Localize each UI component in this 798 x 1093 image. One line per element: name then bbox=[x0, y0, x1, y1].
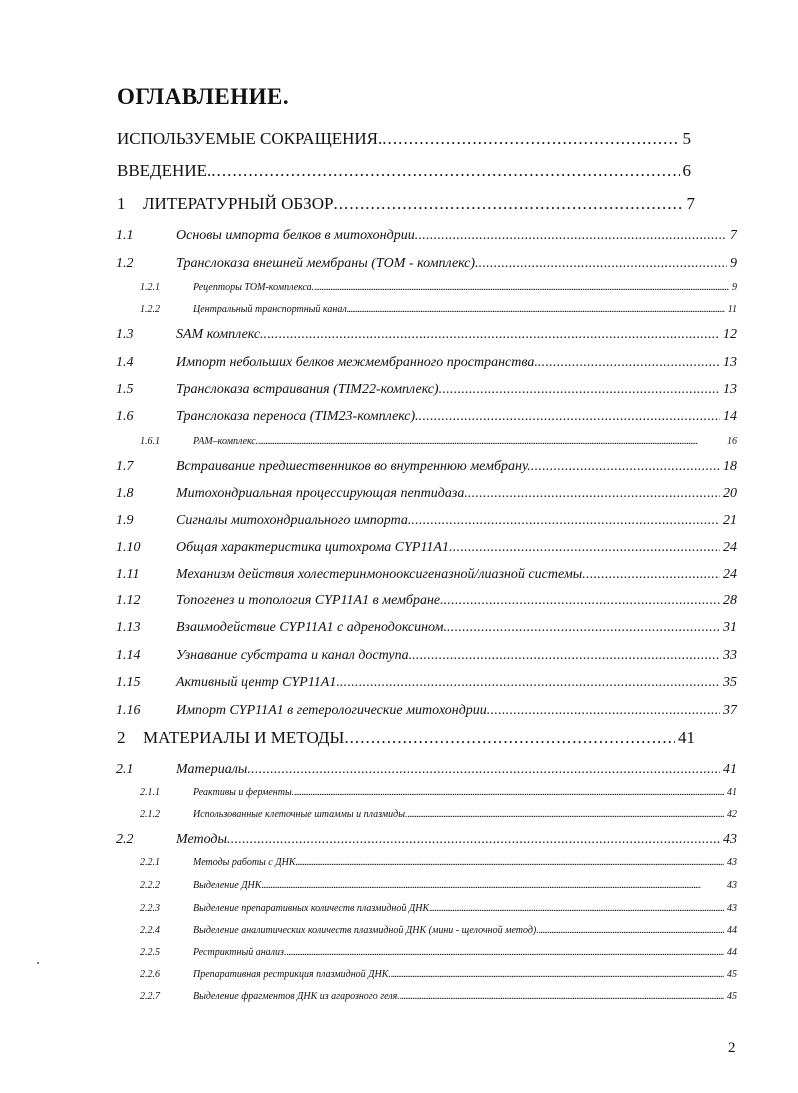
dot-leader bbox=[449, 540, 720, 556]
toc-entry-page: 6 bbox=[682, 161, 691, 180]
toc-entry-page: 9 bbox=[732, 282, 737, 293]
toc-entry-label: Топогенез и топология CYP11A1 в мембране. bbox=[176, 593, 444, 608]
toc-entry-number: 1.2.1 bbox=[140, 282, 160, 293]
dot-leader bbox=[447, 620, 720, 636]
toc-entry-label: Выделение фрагментов ДНК из агарозного геля. bbox=[193, 991, 400, 1002]
dot-leader bbox=[407, 809, 724, 820]
scan-speck bbox=[37, 962, 39, 964]
toc-entry-page: 13 bbox=[723, 382, 737, 397]
toc-entry-page: 42 bbox=[727, 809, 737, 820]
dot-leader bbox=[258, 436, 724, 447]
toc-entry-page: 45 bbox=[727, 991, 737, 1002]
toc-entry-label: Основы импорта белков в митохондрии bbox=[176, 228, 415, 243]
dot-leader bbox=[344, 728, 675, 748]
toc-entry-number: 1.11 bbox=[116, 567, 140, 582]
dot-leader bbox=[538, 355, 720, 371]
toc-entry-label: SAM комплекс. bbox=[176, 327, 264, 342]
toc-entry-label: Сигналы митохондриального импорта. bbox=[176, 513, 412, 528]
toc-entry-number: 2.2 bbox=[116, 832, 134, 847]
toc-entry-label: Использованные клеточные штаммы и плазмиды. bbox=[193, 809, 408, 820]
dot-leader bbox=[444, 593, 720, 609]
dot-leader bbox=[391, 969, 724, 980]
toc-entry-page: 43 bbox=[727, 903, 737, 914]
dot-leader bbox=[286, 947, 724, 958]
dot-leader bbox=[439, 382, 720, 398]
dot-leader bbox=[415, 228, 727, 244]
toc-entry-number: 2.2.6 bbox=[140, 969, 160, 980]
toc-entry-number: 1.2.2 bbox=[140, 304, 160, 315]
toc-entry-number: 1.8 bbox=[116, 486, 134, 501]
dot-leader bbox=[539, 925, 724, 936]
toc-entry-page: 35 bbox=[723, 675, 737, 690]
dot-leader bbox=[479, 256, 727, 272]
toc-entry-introduction[interactable] bbox=[117, 161, 691, 181]
toc-chapter-1[interactable] bbox=[117, 194, 695, 214]
toc-chapter-page: 7 bbox=[686, 194, 695, 213]
toc-entry-2-2-6[interactable] bbox=[140, 969, 737, 980]
toc-entry-number: 1.3 bbox=[116, 327, 134, 342]
toc-entry-page: 37 bbox=[723, 703, 737, 718]
dot-leader bbox=[531, 459, 720, 475]
toc-chapter-number: 2 bbox=[117, 728, 126, 747]
toc-entry-1-7[interactable] bbox=[116, 459, 737, 475]
page-title: ОГЛАВЛЕНИЕ. bbox=[117, 84, 290, 109]
toc-entry-label: Рестриктный анализ. bbox=[193, 947, 287, 958]
toc-entry-page: 28 bbox=[723, 593, 737, 608]
toc-entry-number: 1.1 bbox=[116, 228, 134, 243]
dot-leader bbox=[400, 991, 724, 1002]
toc-entry-number: 2.2.3 bbox=[140, 903, 160, 914]
dot-leader bbox=[333, 194, 683, 214]
toc-entry-number: 1.15 bbox=[116, 675, 141, 690]
toc-entry-page: 16 bbox=[727, 436, 737, 447]
toc-entry-page: 14 bbox=[723, 409, 737, 424]
toc-entry-number: 2.2.1 bbox=[140, 857, 160, 868]
dot-leader bbox=[211, 161, 679, 181]
toc-entry-number: 2.1 bbox=[116, 762, 134, 777]
toc-entry-page: 41 bbox=[723, 762, 737, 777]
dot-leader bbox=[487, 703, 720, 719]
toc-entry-label: Методы работы с ДНК bbox=[193, 857, 296, 868]
dot-leader bbox=[294, 787, 724, 798]
toc-entry-number: 1.2 bbox=[116, 256, 134, 271]
toc-entry-2-2-2[interactable] bbox=[140, 880, 737, 891]
dot-leader bbox=[411, 513, 720, 529]
toc-entry-label: Препаративная рестрикция плазмидной ДНК. bbox=[193, 969, 391, 980]
toc-entry-page: 43 bbox=[727, 857, 737, 868]
toc-entry-2-1-2[interactable] bbox=[140, 809, 737, 820]
toc-entry-label: Транслоказа встраивания (ТIM22-комплекс) bbox=[176, 382, 439, 397]
toc-entry-page: 43 bbox=[727, 880, 737, 891]
toc-entry-1-4[interactable] bbox=[116, 355, 737, 371]
toc-entry-label: ИСПОЛЬЗУЕМЫЕ СОКРАЩЕНИЯ. bbox=[117, 129, 383, 148]
toc-entry-label: Реактивы и ферменты. bbox=[193, 787, 295, 798]
dot-leader bbox=[264, 327, 720, 343]
toc-entry-page: 20 bbox=[723, 486, 737, 501]
toc-entry-number: 1.9 bbox=[116, 513, 134, 528]
toc-entry-label: РАМ–комплекс. bbox=[193, 436, 259, 447]
toc-entry-page: 43 bbox=[723, 832, 737, 847]
toc-entry-page: 9 bbox=[730, 256, 737, 271]
toc-entry-1-10[interactable] bbox=[116, 540, 737, 556]
toc-entry-label: Общая характеристика цитохрома CYP11A1 bbox=[176, 540, 449, 555]
toc-entry-number: 1.6 bbox=[116, 409, 134, 424]
toc-entry-page: 41 bbox=[727, 787, 737, 798]
toc-chapter-label: ЛИТЕРАТУРНЫЙ ОБЗОР bbox=[143, 194, 334, 213]
toc-entry-label: Узнавание субстрата и канал доступа. bbox=[176, 648, 413, 663]
toc-entry-label: Выделение препаративных количеств плазмидной ДНК bbox=[193, 903, 430, 914]
toc-entry-number: 2.2.4 bbox=[140, 925, 160, 936]
toc-entry-page: 5 bbox=[682, 129, 691, 148]
toc-entry-page: 11 bbox=[727, 304, 737, 315]
toc-entry-2-1[interactable] bbox=[116, 762, 737, 778]
toc-entry-label: Транслоказа внешней мембраны (ТОМ - комплекс). bbox=[176, 256, 479, 271]
dot-leader bbox=[582, 567, 720, 583]
toc-entry-number: 2.1.2 bbox=[140, 809, 160, 820]
toc-entry-1-14[interactable] bbox=[116, 648, 737, 664]
toc-entry-number: 1.14 bbox=[116, 648, 141, 663]
dot-leader bbox=[247, 762, 720, 778]
toc-entry-page: 21 bbox=[723, 513, 737, 528]
dot-leader bbox=[314, 282, 729, 293]
toc-entry-page: 13 bbox=[723, 355, 737, 370]
toc-entry-page: 33 bbox=[723, 648, 737, 663]
toc-entry-page: 7 bbox=[730, 228, 737, 243]
toc-entry-1-1[interactable] bbox=[116, 228, 737, 244]
toc-entry-page: 44 bbox=[727, 925, 737, 936]
toc-entry-label: Импорт CYP11A1 в гетерологические митохондрии bbox=[176, 703, 487, 718]
toc-entry-number: 1.4 bbox=[116, 355, 134, 370]
toc-entry-number: 1.5 bbox=[116, 382, 134, 397]
toc-chapter-label: МАТЕРИАЛЫ И МЕТОДЫ bbox=[143, 728, 345, 747]
toc-entry-label: Центральный транспортный канал bbox=[193, 304, 347, 315]
toc-entry-1-2-2[interactable] bbox=[140, 304, 737, 315]
toc-entry-number: 1.10 bbox=[116, 540, 141, 555]
toc-entry-label: Митохондриальная процессирующая пептидаза. bbox=[176, 486, 468, 501]
toc-entry-2-1-1[interactable] bbox=[140, 787, 737, 798]
dot-leader bbox=[261, 880, 724, 891]
toc-entry-page: 44 bbox=[727, 947, 737, 958]
toc-entry-number: 1.12 bbox=[116, 593, 141, 608]
toc-entry-page: 45 bbox=[727, 969, 737, 980]
toc-entry-2-2-5[interactable] bbox=[140, 947, 737, 958]
dot-leader bbox=[295, 857, 724, 868]
toc-entry-label: Материалы bbox=[176, 762, 248, 777]
toc-entry-label: Активный центр CYP11A1. bbox=[176, 675, 340, 690]
toc-entry-1-9[interactable] bbox=[116, 513, 737, 529]
toc-entry-2-2[interactable] bbox=[116, 832, 737, 848]
toc-entry-label: Выделение ДНК bbox=[193, 880, 262, 891]
toc-entry-label: Взаимодействие CYP11A1 с адренодоксином. bbox=[176, 620, 447, 635]
dot-leader bbox=[468, 486, 720, 502]
toc-entry-1-15[interactable] bbox=[116, 675, 737, 691]
toc-entry-1-3[interactable] bbox=[116, 327, 737, 343]
toc-entry-label: Импорт небольших белков межмембранного пространства. bbox=[176, 355, 538, 370]
toc-entry-1-8[interactable] bbox=[116, 486, 737, 502]
toc-entry-1-2[interactable] bbox=[116, 256, 737, 272]
dot-leader bbox=[227, 832, 720, 848]
toc-chapter-page: 41 bbox=[678, 728, 695, 747]
toc-entry-1-11[interactable] bbox=[116, 567, 737, 583]
toc-entry-2-2-1[interactable] bbox=[140, 857, 737, 868]
page-number: 2 bbox=[728, 1040, 736, 1056]
dot-leader bbox=[340, 675, 720, 691]
toc-entry-page: 12 bbox=[723, 327, 737, 342]
toc-entry-number: 1.16 bbox=[116, 703, 141, 718]
dot-leader bbox=[382, 129, 679, 149]
toc-entry-label: Выделение аналитических количеств плазмидной ДНК (мини - щелочной метод). bbox=[193, 925, 539, 936]
toc-entry-1-5[interactable] bbox=[116, 382, 737, 398]
toc-entry-label: ВВЕДЕНИЕ. bbox=[117, 161, 212, 180]
toc-entry-1-2-1[interactable] bbox=[140, 282, 737, 293]
toc-entry-label: Встраивание предшественников во внутреннюю мембрану. bbox=[176, 459, 531, 474]
toc-entry-page: 31 bbox=[723, 620, 737, 635]
toc-entry-label: Механизм действия холестеринмонооксигеназной/лиазной системы bbox=[176, 567, 583, 582]
toc-entry-1-13[interactable] bbox=[116, 620, 737, 636]
dot-leader bbox=[419, 409, 720, 425]
toc-entry-label: Рецепторы ТОМ-комплекса. bbox=[193, 282, 315, 293]
toc-entry-2-2-7[interactable] bbox=[140, 991, 737, 1002]
toc-entry-2-2-3[interactable] bbox=[140, 903, 737, 914]
toc-entry-number: 2.2.7 bbox=[140, 991, 160, 1002]
toc-entry-label: Транслоказа переноса (ТIM23-комплекс). bbox=[176, 409, 419, 424]
toc-entry-1-16[interactable] bbox=[116, 703, 737, 719]
toc-entry-number: 2.2.2 bbox=[140, 880, 160, 891]
toc-chapter-2[interactable] bbox=[117, 728, 695, 748]
toc-entry-page: 24 bbox=[723, 567, 737, 582]
toc-entry-label: Методы bbox=[176, 832, 227, 847]
toc-entry-number: 1.6.1 bbox=[140, 436, 160, 447]
toc-entry-abbreviations[interactable] bbox=[117, 129, 691, 149]
dot-leader bbox=[412, 648, 720, 664]
toc-entry-page: 24 bbox=[723, 540, 737, 555]
toc-entry-2-2-4[interactable] bbox=[140, 925, 737, 936]
toc-entry-number: 2.1.1 bbox=[140, 787, 160, 798]
toc-entry-number: 1.13 bbox=[116, 620, 141, 635]
toc-entry-1-6[interactable] bbox=[116, 409, 737, 425]
toc-entry-number: 1.7 bbox=[116, 459, 134, 474]
toc-entry-1-6-1[interactable] bbox=[140, 436, 737, 447]
toc-entry-page: 18 bbox=[723, 459, 737, 474]
toc-chapter-number: 1 bbox=[117, 194, 126, 213]
toc-entry-1-12[interactable] bbox=[116, 593, 737, 609]
toc-entry-number: 2.2.5 bbox=[140, 947, 160, 958]
dot-leader bbox=[347, 304, 725, 315]
dot-leader bbox=[429, 903, 724, 914]
